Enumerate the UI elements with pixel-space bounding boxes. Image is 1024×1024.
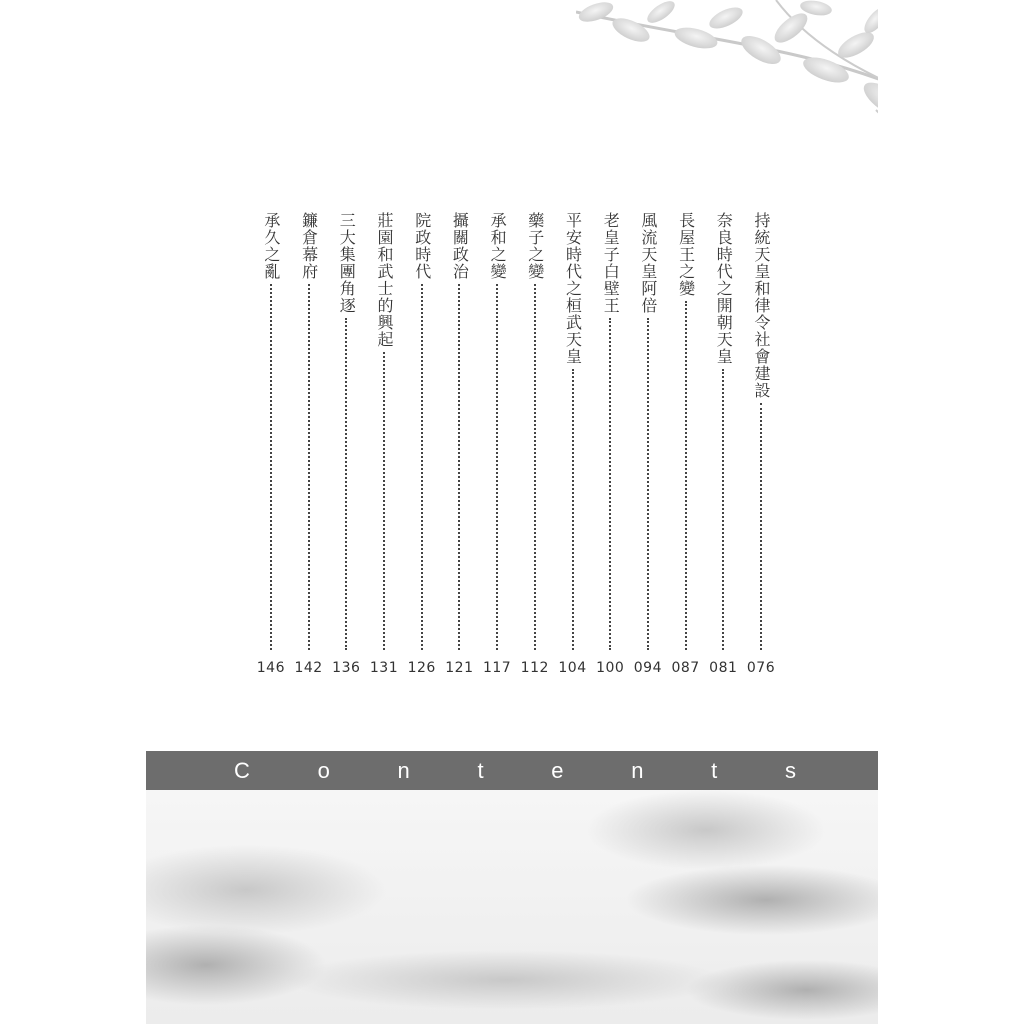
dotted-leader xyxy=(760,403,762,650)
toc-page-number: 076 xyxy=(746,660,776,676)
toc-page-number: 117 xyxy=(482,660,512,676)
toc-entry-title: 三大集團角逐 xyxy=(337,212,357,314)
toc-entry-title: 院政時代 xyxy=(412,212,432,280)
toc-page-number: 126 xyxy=(407,660,436,676)
toc-entry-title: 長屋王之變 xyxy=(676,212,696,297)
toc-page-number: 146 xyxy=(256,660,285,676)
toc-entry[interactable] xyxy=(256,212,286,680)
dotted-leader xyxy=(572,369,574,650)
contents-letter: C xyxy=(234,758,250,783)
toc-entry[interactable] xyxy=(595,212,625,680)
toc-entry[interactable] xyxy=(633,212,663,680)
toc-entry-title: 平安時代之桓武天皇 xyxy=(563,212,583,365)
contents-letter: s xyxy=(784,758,796,783)
toc-entry[interactable] xyxy=(294,212,324,680)
toc-page-number: 112 xyxy=(520,660,549,676)
contents-letter: t xyxy=(711,758,718,783)
contents-letter: n xyxy=(631,758,644,783)
toc-page-number: 081 xyxy=(709,660,738,676)
dotted-leader xyxy=(383,352,385,650)
toc-entry[interactable] xyxy=(444,212,474,680)
dotted-leader xyxy=(345,318,347,650)
toc-entry-title: 風流天皇阿倍 xyxy=(638,212,658,314)
dotted-leader xyxy=(308,284,310,650)
toc-entry[interactable] xyxy=(671,212,701,680)
toc-entry[interactable] xyxy=(746,212,776,680)
toc-entry[interactable] xyxy=(331,212,361,680)
toc-page-number: 142 xyxy=(294,660,323,676)
contents-letter: n xyxy=(397,758,410,783)
toc-entry[interactable] xyxy=(520,212,550,680)
toc-page-number: 131 xyxy=(369,660,399,676)
contents-letter: o xyxy=(317,758,330,783)
dotted-leader xyxy=(270,284,272,650)
toc-page-number: 104 xyxy=(558,660,587,676)
toc-page-number: 087 xyxy=(671,660,700,676)
contents-heading xyxy=(146,751,878,790)
toc-page-number: 136 xyxy=(332,660,361,676)
book-page xyxy=(146,0,878,1024)
toc-entry-title: 鐮倉幕府 xyxy=(299,212,319,280)
contents-banner xyxy=(146,751,878,790)
toc-entry[interactable] xyxy=(369,212,399,680)
toc-entry-title: 承和之變 xyxy=(488,212,508,280)
toc-entry-title: 持統天皇和律令社會建設 xyxy=(752,212,771,399)
toc-entry[interactable] xyxy=(482,212,512,680)
toc-entry[interactable] xyxy=(407,212,437,680)
misty-landscape-decoration xyxy=(146,790,878,1024)
toc-page-number: 100 xyxy=(596,660,625,676)
toc-entry-title: 攝關政治 xyxy=(450,212,470,280)
toc-entry-title: 藥子之變 xyxy=(525,212,545,280)
toc-entry-title: 老皇子白壁王 xyxy=(601,212,621,314)
table-of-contents xyxy=(146,0,878,700)
dotted-leader xyxy=(496,284,498,650)
dotted-leader xyxy=(458,284,460,650)
toc-entry-title: 承久之亂 xyxy=(261,212,281,280)
toc-entry-title: 奈良時代之開朝天皇 xyxy=(714,212,734,365)
toc-entry[interactable] xyxy=(708,212,738,680)
dotted-leader xyxy=(722,369,724,650)
contents-letter: t xyxy=(477,758,484,783)
toc-entry[interactable] xyxy=(558,212,588,680)
toc-entry-title: 莊園和武士的興起 xyxy=(375,212,394,348)
dotted-leader xyxy=(647,318,649,650)
toc-page-number: 094 xyxy=(633,660,662,676)
dotted-leader xyxy=(609,318,611,650)
dotted-leader xyxy=(685,301,687,650)
contents-letter: e xyxy=(551,758,564,783)
toc-page-number: 121 xyxy=(445,660,474,676)
dotted-leader xyxy=(421,284,423,650)
dotted-leader xyxy=(534,284,536,650)
